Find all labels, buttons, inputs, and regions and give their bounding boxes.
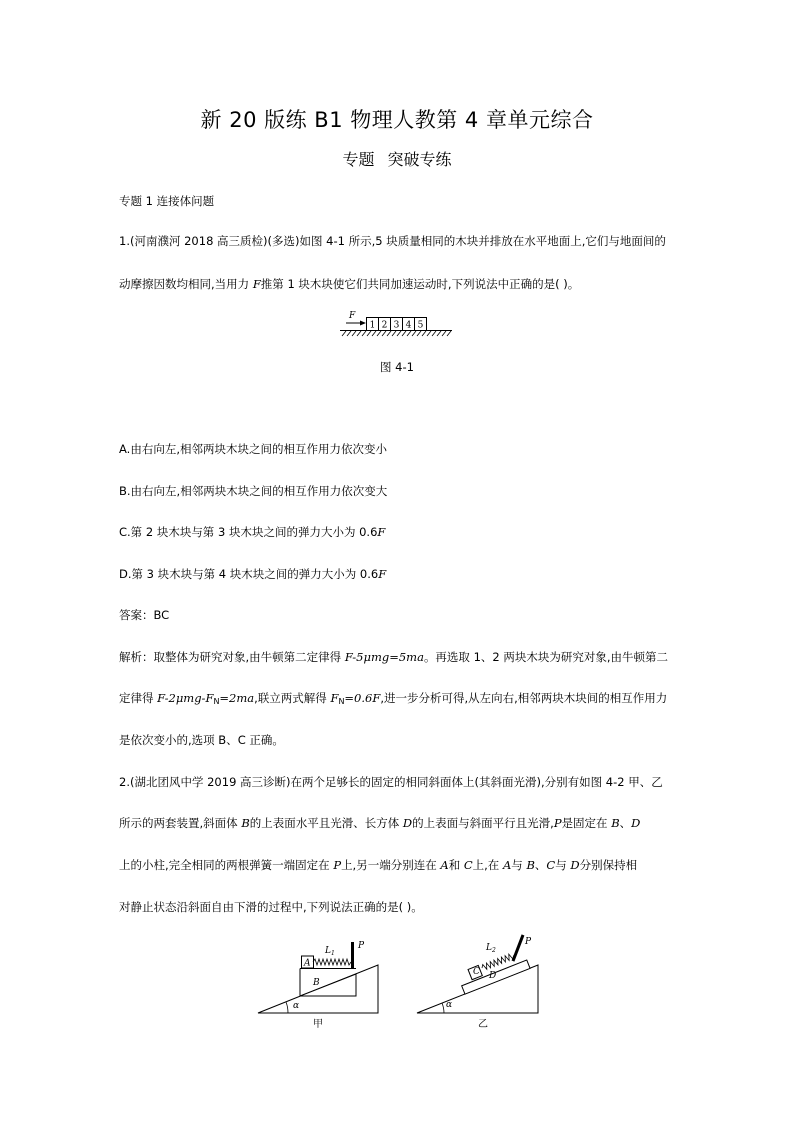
equation: F [330, 691, 339, 705]
post-P-label: P [525, 937, 532, 947]
variable-F: F [378, 567, 387, 581]
text-run: 所示的两套装置,斜面体 [119, 816, 242, 830]
caption-jia: 甲 [313, 1019, 323, 1030]
block-D-label: D [489, 971, 497, 981]
text-run: 、 [534, 858, 547, 872]
subscript: N [213, 697, 220, 706]
page-title: 新 20 版练 B1 物理人教第 4 章单元综合 [200, 108, 594, 132]
block-A-label: A [304, 958, 311, 969]
answer: 答案：BC [119, 608, 170, 622]
text-run: 分别保持相 [579, 858, 638, 872]
text-run: ,进一步分析可得,从左向右,相邻两块木块间的相互作用力 [380, 691, 668, 705]
spring-L2-label [485, 943, 496, 954]
text-run: 上,在 [472, 858, 503, 872]
section-heading: 专题 1 连接体问题 [119, 194, 215, 208]
question-2-line-2 [119, 815, 640, 831]
spring-subscript: 2 [491, 947, 496, 954]
text-run: C.第 2 块木块与第 3 块木块之间的弹力大小为 0.6 [119, 525, 378, 539]
text-run: 是固定在 [561, 816, 612, 830]
ground-hatching [342, 331, 451, 336]
text-run: 的上表面水平且光滑、长方体 [249, 816, 403, 830]
caption-yi: 乙 [478, 1019, 488, 1028]
variable: A [440, 858, 449, 872]
question-2-line-3 [119, 857, 637, 873]
question-1-stem-line-1: 1.(河南濮河 2018 高三质检)(多选)如图 4-1 所示,5 块质量相同的木块并排放在水平地面上,它们与地面间的 [119, 234, 666, 248]
angle-label: α [293, 1001, 300, 1011]
equation: F-5μmg=5ma [344, 650, 424, 664]
text-run: 推第 1 块木块使它们共同加速运动时,下列说法中正确的是( )。 [260, 277, 580, 291]
page-subtitle: 专题 突破专练 [342, 150, 452, 169]
option-c [119, 524, 385, 540]
question-2-line-4: 对静止状态沿斜面自由下滑的过程中,下列说法正确的是( )。 [119, 900, 423, 914]
text-run: 解析：取整体为研究对象,由牛顿第二定律得 [119, 650, 345, 664]
variable: B [526, 858, 535, 872]
variable: C [546, 858, 556, 872]
spring-label: L [486, 943, 492, 953]
spring-L1-label [324, 946, 335, 957]
variable: A [502, 858, 512, 872]
angle-label: α [446, 1000, 453, 1010]
wedge-B [300, 974, 356, 996]
block-label: 2 [381, 320, 388, 331]
text-run: 。再选取 1、2 两块木块为研究对象,由牛顿第二 [423, 650, 669, 664]
option-b: B.由右向左,相邻两块木块之间的相互作用力依次变大 [119, 484, 388, 498]
force-label: F [349, 311, 356, 321]
post-P-label: P [358, 941, 365, 951]
text-run: D.第 3 块木块与第 4 块木块之间的弹力大小为 0.6 [119, 567, 379, 581]
force-arrow-head [360, 321, 366, 326]
variable: D [570, 858, 580, 872]
text-run: 与 [555, 858, 571, 872]
spring-L1 [313, 959, 351, 965]
block-B-label: B [313, 978, 320, 988]
spring-label: L [325, 946, 331, 956]
block-label: 5 [417, 320, 424, 331]
analysis-line-2 [119, 690, 667, 710]
figure-4-1 [338, 309, 456, 339]
text-run: 、 [619, 816, 632, 830]
option-d [119, 566, 386, 582]
variable: D [402, 816, 413, 830]
question-1-stem-line-2 [119, 276, 579, 292]
variable: B [241, 816, 250, 830]
variable-F: F [252, 277, 261, 291]
variable-F: F [377, 525, 386, 539]
equation: =0.6F [344, 691, 381, 705]
analysis-line-3: 是依次变小的,选项 B、C 正确。 [119, 733, 284, 747]
variable: D [631, 816, 641, 830]
text-run: 上的小柱,完全相同的两根弹簧一端固定在 [119, 858, 334, 872]
post-P [512, 934, 525, 961]
variable: B [611, 816, 620, 830]
variable: C [463, 858, 473, 872]
text-run: 动摩擦因数均相同,当用力 [119, 277, 253, 291]
equation: =2ma [219, 691, 255, 705]
variable: P [333, 858, 342, 872]
analysis-line-1 [119, 649, 668, 665]
variable: P [553, 816, 562, 830]
text-run: ,联立两式解得 [254, 691, 331, 705]
text-run: 定律得 [119, 691, 158, 705]
text-run: 与 [511, 858, 527, 872]
spring-subscript: 1 [330, 950, 335, 957]
figure-4-2-right [414, 928, 546, 1028]
option-a: A.由右向左,相邻两块木块之间的相互作用力依次变小 [119, 442, 387, 456]
block-label: 4 [405, 320, 412, 331]
block-label: 1 [369, 320, 376, 331]
question-2-line-1: 2.(湖北团风中学 2019 高三诊断)在两个足够长的固定的相同斜面体上(其斜面光滑),分别有如图 4-2 甲、乙 [119, 775, 663, 789]
equation: F-2μmg-F [157, 691, 214, 705]
subscript: N [338, 697, 345, 706]
text-run: 的上表面与斜面平行且光滑, [412, 816, 554, 830]
text-run: 上,另一端分别连在 [341, 858, 441, 872]
figure-4-2-left [255, 935, 385, 1030]
text-run: 和 [448, 858, 464, 872]
figure-4-1-caption: 图 4-1 [380, 360, 414, 374]
block-C-label: C [473, 967, 480, 977]
post-P [351, 942, 354, 969]
block-label: 3 [393, 320, 400, 331]
